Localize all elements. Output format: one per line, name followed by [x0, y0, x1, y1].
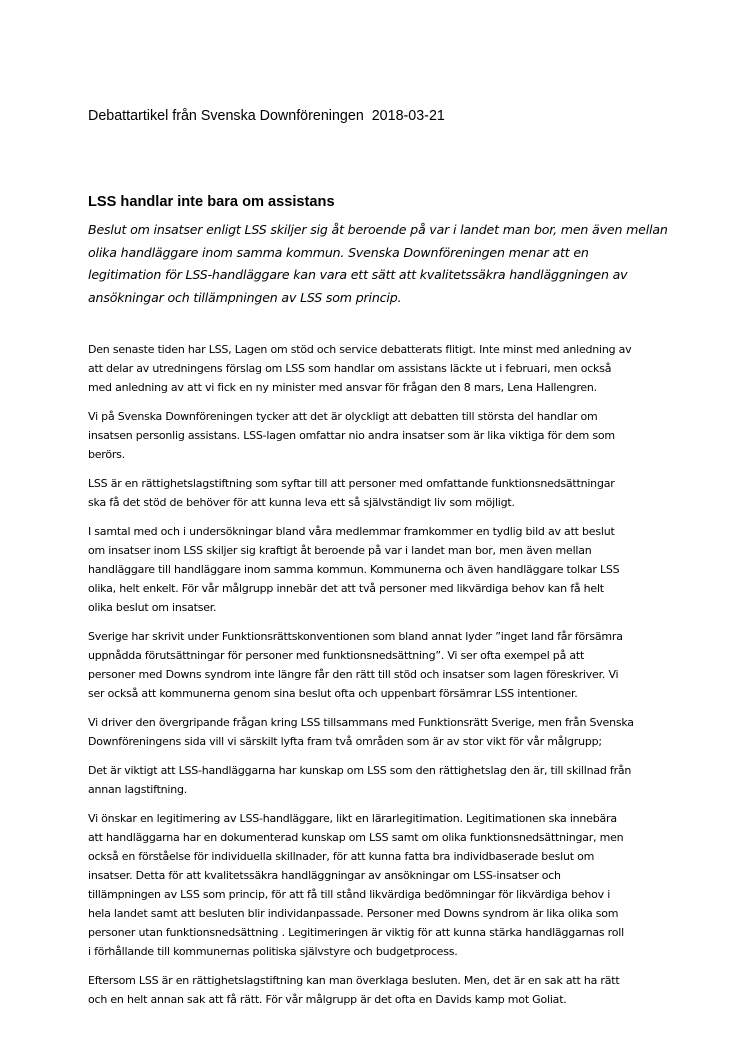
paragraph-line: olika beslut om insatser. — [88, 601, 217, 614]
paragraph-line: tillämpningen av LSS som princip, för att få till stånd likvärdiga bedömningar för likvärdiga behov i — [88, 888, 611, 901]
article-title: LSS handlar inte bara om assistans — [88, 194, 335, 210]
paragraph-line: Vi på Svenska Downföreningen tycker att det är olyckligt att debatten till största del handlar om — [88, 410, 598, 423]
paragraph-line: Downföreningens sida vill vi särskilt lyfta fram två områden som är av stor vikt för vår målgrupp; — [88, 735, 602, 748]
paragraph-line: uppnådda förutsättningar för personer med funktionsnedsättning”. Vi ser ofta exempel på att — [88, 649, 585, 662]
ingress-line: legitimation för LSS-handläggare kan vara ett sätt att kvalitetssäkra handläggningen av — [88, 267, 628, 282]
paragraph-line: personer utan funktionsnedsättning . Legitimeringen är viktig för att kunna stärka handläggarnas roll — [88, 926, 624, 939]
paragraph-line: ser också att kommunerna genom sina beslut ofta och uppenbart försämrar LSS intentioner. — [88, 687, 578, 700]
body-paragraph — [88, 713, 668, 751]
paragraph-line: Vi önskar en legitimering av LSS-handläggare, likt en lärarlegitimation. Legitimationen ska innebära — [88, 812, 617, 825]
article-body — [88, 340, 668, 1019]
paragraph-line: Vi driver den övergripande frågan kring LSS tillsammans med Funktionsrätt Sverige, men från Svenska — [88, 716, 634, 729]
paragraph-line: hela landet samt att besluten blir individanpassade. Personer med Downs syndrom är lika olika som — [88, 907, 619, 920]
body-paragraph — [88, 809, 668, 961]
body-paragraph — [88, 407, 668, 464]
body-paragraph — [88, 522, 668, 617]
paragraph-line: insatser. Detta för att kvalitetssäkra handläggningar av ansökningar om LSS-insatser och — [88, 869, 561, 882]
ingress-line: ansökningar och tillämpningen av LSS som princip. — [88, 289, 402, 305]
paragraph-line: om insatser inom LSS skiljer sig kraftigt åt beroende på var i landet man bor, men även mellan — [88, 544, 592, 557]
paragraph-line: att handläggarna har en dokumenterad kunskap om LSS samt om olika funktionsnedsättningar, men — [88, 831, 624, 844]
ingress-line: olika handläggare inom samma kommun. Svenska Downföreningen menar att en — [88, 244, 589, 260]
paragraph-line: Den senaste tiden har LSS, Lagen om stöd och service debatterats flitigt. Inte minst med anledning av — [88, 343, 632, 356]
paragraph-line: ska få det stöd de behöver för att kunna leva ett så självständigt liv som möjligt. — [88, 496, 515, 509]
paragraph-line: handläggare till handläggare inom samma kommun. Kommunerna och även handläggare tolkar LSS — [88, 563, 620, 576]
paragraph-line: personer med Downs syndrom inte längre får den rätt till stöd och insatser som lagen föreskriver. Vi — [88, 668, 619, 681]
paragraph-line: annan lagstiftning. — [88, 783, 188, 796]
paragraph-line: med anledning av att vi fick en ny minister med ansvar för frågan den 8 mars, Lena Hallengren. — [88, 381, 597, 394]
paragraph-line: Sverige har skrivit under Funktionsrättskonventionen som bland annat lyder ”inget land får försämra — [88, 630, 623, 643]
article-header: Debattartikel från Svenska Downföreningen 2018-03-21 — [88, 108, 445, 124]
body-paragraph — [88, 627, 668, 703]
paragraph-line: och en helt annan sak att få rätt. För vår målgrupp är det ofta en Davids kamp mot Goliat. — [88, 993, 567, 1006]
paragraph-line: Det är viktigt att LSS-handläggarna har kunskap om LSS som den rättighetslag den är, till skillnad från — [88, 764, 632, 777]
paragraph-line: också en förståelse för individuella skillnader, för att kunna fatta bra individbaserade beslut om — [88, 850, 595, 863]
paragraph-line: att delar av utredningens förslag om LSS som handlar om assistans läckte ut i februari, men också — [88, 362, 612, 375]
article-ingress — [88, 219, 668, 309]
paragraph-line: LSS är en rättighetslagstiftning som syftar till att personer med omfattande funktionsnedsättningar — [88, 477, 615, 490]
paragraph-line: olika, helt enkelt. För vår målgrupp innebär det att två personer med likvärdiga behov kan få helt — [88, 582, 604, 595]
paragraph-line: insatsen personlig assistans. LSS-lagen omfattar nio andra insatser som är lika viktiga för dem som — [88, 429, 615, 442]
paragraph-line: Eftersom LSS är en rättighetslagstiftning kan man överklaga besluten. Men, det är en sak att ha rätt — [88, 974, 620, 987]
body-paragraph — [88, 971, 668, 1009]
body-paragraph — [88, 474, 668, 512]
paragraph-line: i förhållande till kommunernas politiska självstyre och budgetprocess. — [88, 945, 458, 958]
body-paragraph — [88, 761, 668, 799]
body-paragraph — [88, 340, 668, 397]
ingress-line: Beslut om insatser enligt LSS skiljer sig åt beroende på var i landet man bor, men även mellan — [88, 222, 668, 237]
paragraph-line: berörs. — [88, 448, 125, 461]
paragraph-line: I samtal med och i undersökningar bland våra medlemmar framkommer en tydlig bild av att beslut — [88, 525, 615, 538]
